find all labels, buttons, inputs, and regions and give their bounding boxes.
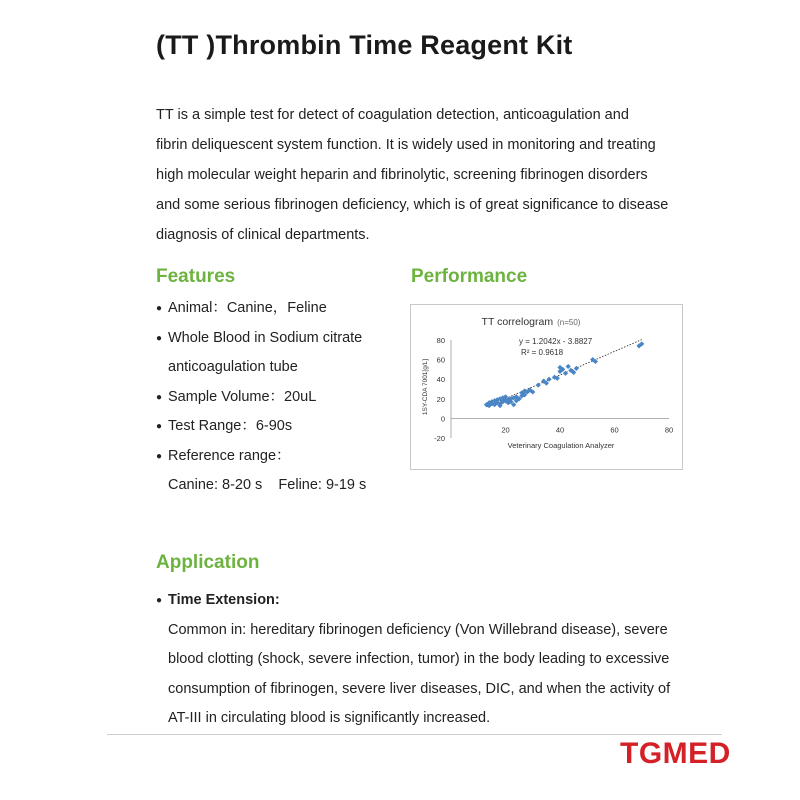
chart-r-squared: R² = 0.9618: [521, 348, 564, 357]
page-title: (TT )Thrombin Time Reagent Kit: [156, 30, 573, 60]
chart-x-tick-label: 20: [501, 425, 510, 435]
chart-title-text: TT correlogram: [481, 316, 554, 328]
features-list: [156, 294, 406, 501]
chart-y-tick-label: 40: [436, 375, 445, 385]
application-section: [156, 586, 716, 734]
feature-text: Reference range：: [168, 447, 291, 464]
chart-x-tick-label: 40: [555, 425, 565, 435]
chart-y-tick-label: -20: [434, 434, 445, 443]
chart-equation: y = 1.2042x - 3.8827: [519, 337, 593, 346]
feature-text: Animal：Canine，Feline: [168, 300, 327, 316]
application-line: blood clotting (shock, severe infection, tumor) in the body leading to excessive: [168, 651, 670, 667]
brand-logo: TGMED: [620, 737, 731, 770]
chart-point: [547, 377, 552, 382]
chart-title: [482, 316, 581, 328]
chart-y-tick-label: 20: [436, 394, 445, 404]
feature-item: [156, 383, 406, 413]
feature-item: [156, 324, 406, 354]
bullet-icon: ●: [156, 391, 163, 403]
application-subheading: [156, 586, 716, 616]
bullet-icon: ●: [156, 303, 163, 314]
bullet-icon: ●: [156, 332, 163, 344]
footer-divider: [107, 734, 722, 735]
chart-y-tick-label: 60: [436, 355, 445, 365]
intro-line: diagnosis of clinical departments.: [156, 227, 370, 243]
intro-line: fibrin deliquescent system function. It is widely used in monitoring and treating: [156, 137, 656, 153]
chart-marks: [484, 340, 645, 409]
correlogram-chart: [410, 304, 683, 470]
feature-item: [156, 442, 406, 472]
chart-y-label: 1SY-CDA 7001[g/L]: [422, 358, 429, 416]
chart-y-tick-label: 80: [436, 336, 445, 345]
feature-text: Test Range：6-90s: [168, 418, 293, 434]
application-heading: Application: [156, 552, 260, 573]
chart-y-tick-label: 0: [440, 414, 445, 424]
application-subheading-text: Time Extension:: [168, 592, 280, 608]
performance-heading: Performance: [411, 266, 528, 287]
feature-item: [156, 294, 406, 324]
features-heading: Features: [156, 266, 236, 287]
chart-point: [566, 364, 571, 369]
chart-svg: [411, 305, 684, 471]
feature-text: Whole Blood in Sodium citrate: [168, 329, 363, 346]
chart-point: [536, 382, 541, 387]
intro-line: TT is a simple test for detect of coagulation detection, anticoagulation and: [156, 107, 629, 123]
feature-continuation: anticoagulation tube: [168, 359, 298, 375]
application-line: AT-III in circulating blood is significantly increased.: [168, 710, 491, 726]
feature-continuation: Canine: 8-20 s Feline: 9-19 s: [168, 477, 367, 493]
intro-paragraph: [156, 100, 676, 250]
application-line: consumption of fibrinogen, severe liver diseases, DIC, and when the activity of: [168, 680, 671, 697]
chart-x-label: Veterinary Coagulation Analyzer: [507, 441, 615, 450]
intro-line: high molecular weight heparin and fibrinolytic, screening fibrinogen disorders: [156, 167, 648, 183]
chart-x-tick-label: 60: [610, 425, 619, 435]
bullet-icon: ●: [156, 595, 163, 606]
chart-point: [574, 366, 579, 371]
chart-x-tick-label: 80: [664, 425, 674, 435]
intro-line: and some serious fibrinogen deficiency, which is of great significance to disease: [156, 197, 669, 213]
chart-title-note: (n=50): [557, 318, 581, 327]
bullet-icon: ●: [156, 450, 163, 462]
feature-text: Sample Volume：20uL: [168, 388, 317, 405]
application-line: Common in: hereditary fibrinogen deficiency (Von Willebrand disease), severe: [168, 621, 668, 638]
bullet-icon: ●: [156, 421, 163, 432]
feature-item: [156, 412, 406, 442]
